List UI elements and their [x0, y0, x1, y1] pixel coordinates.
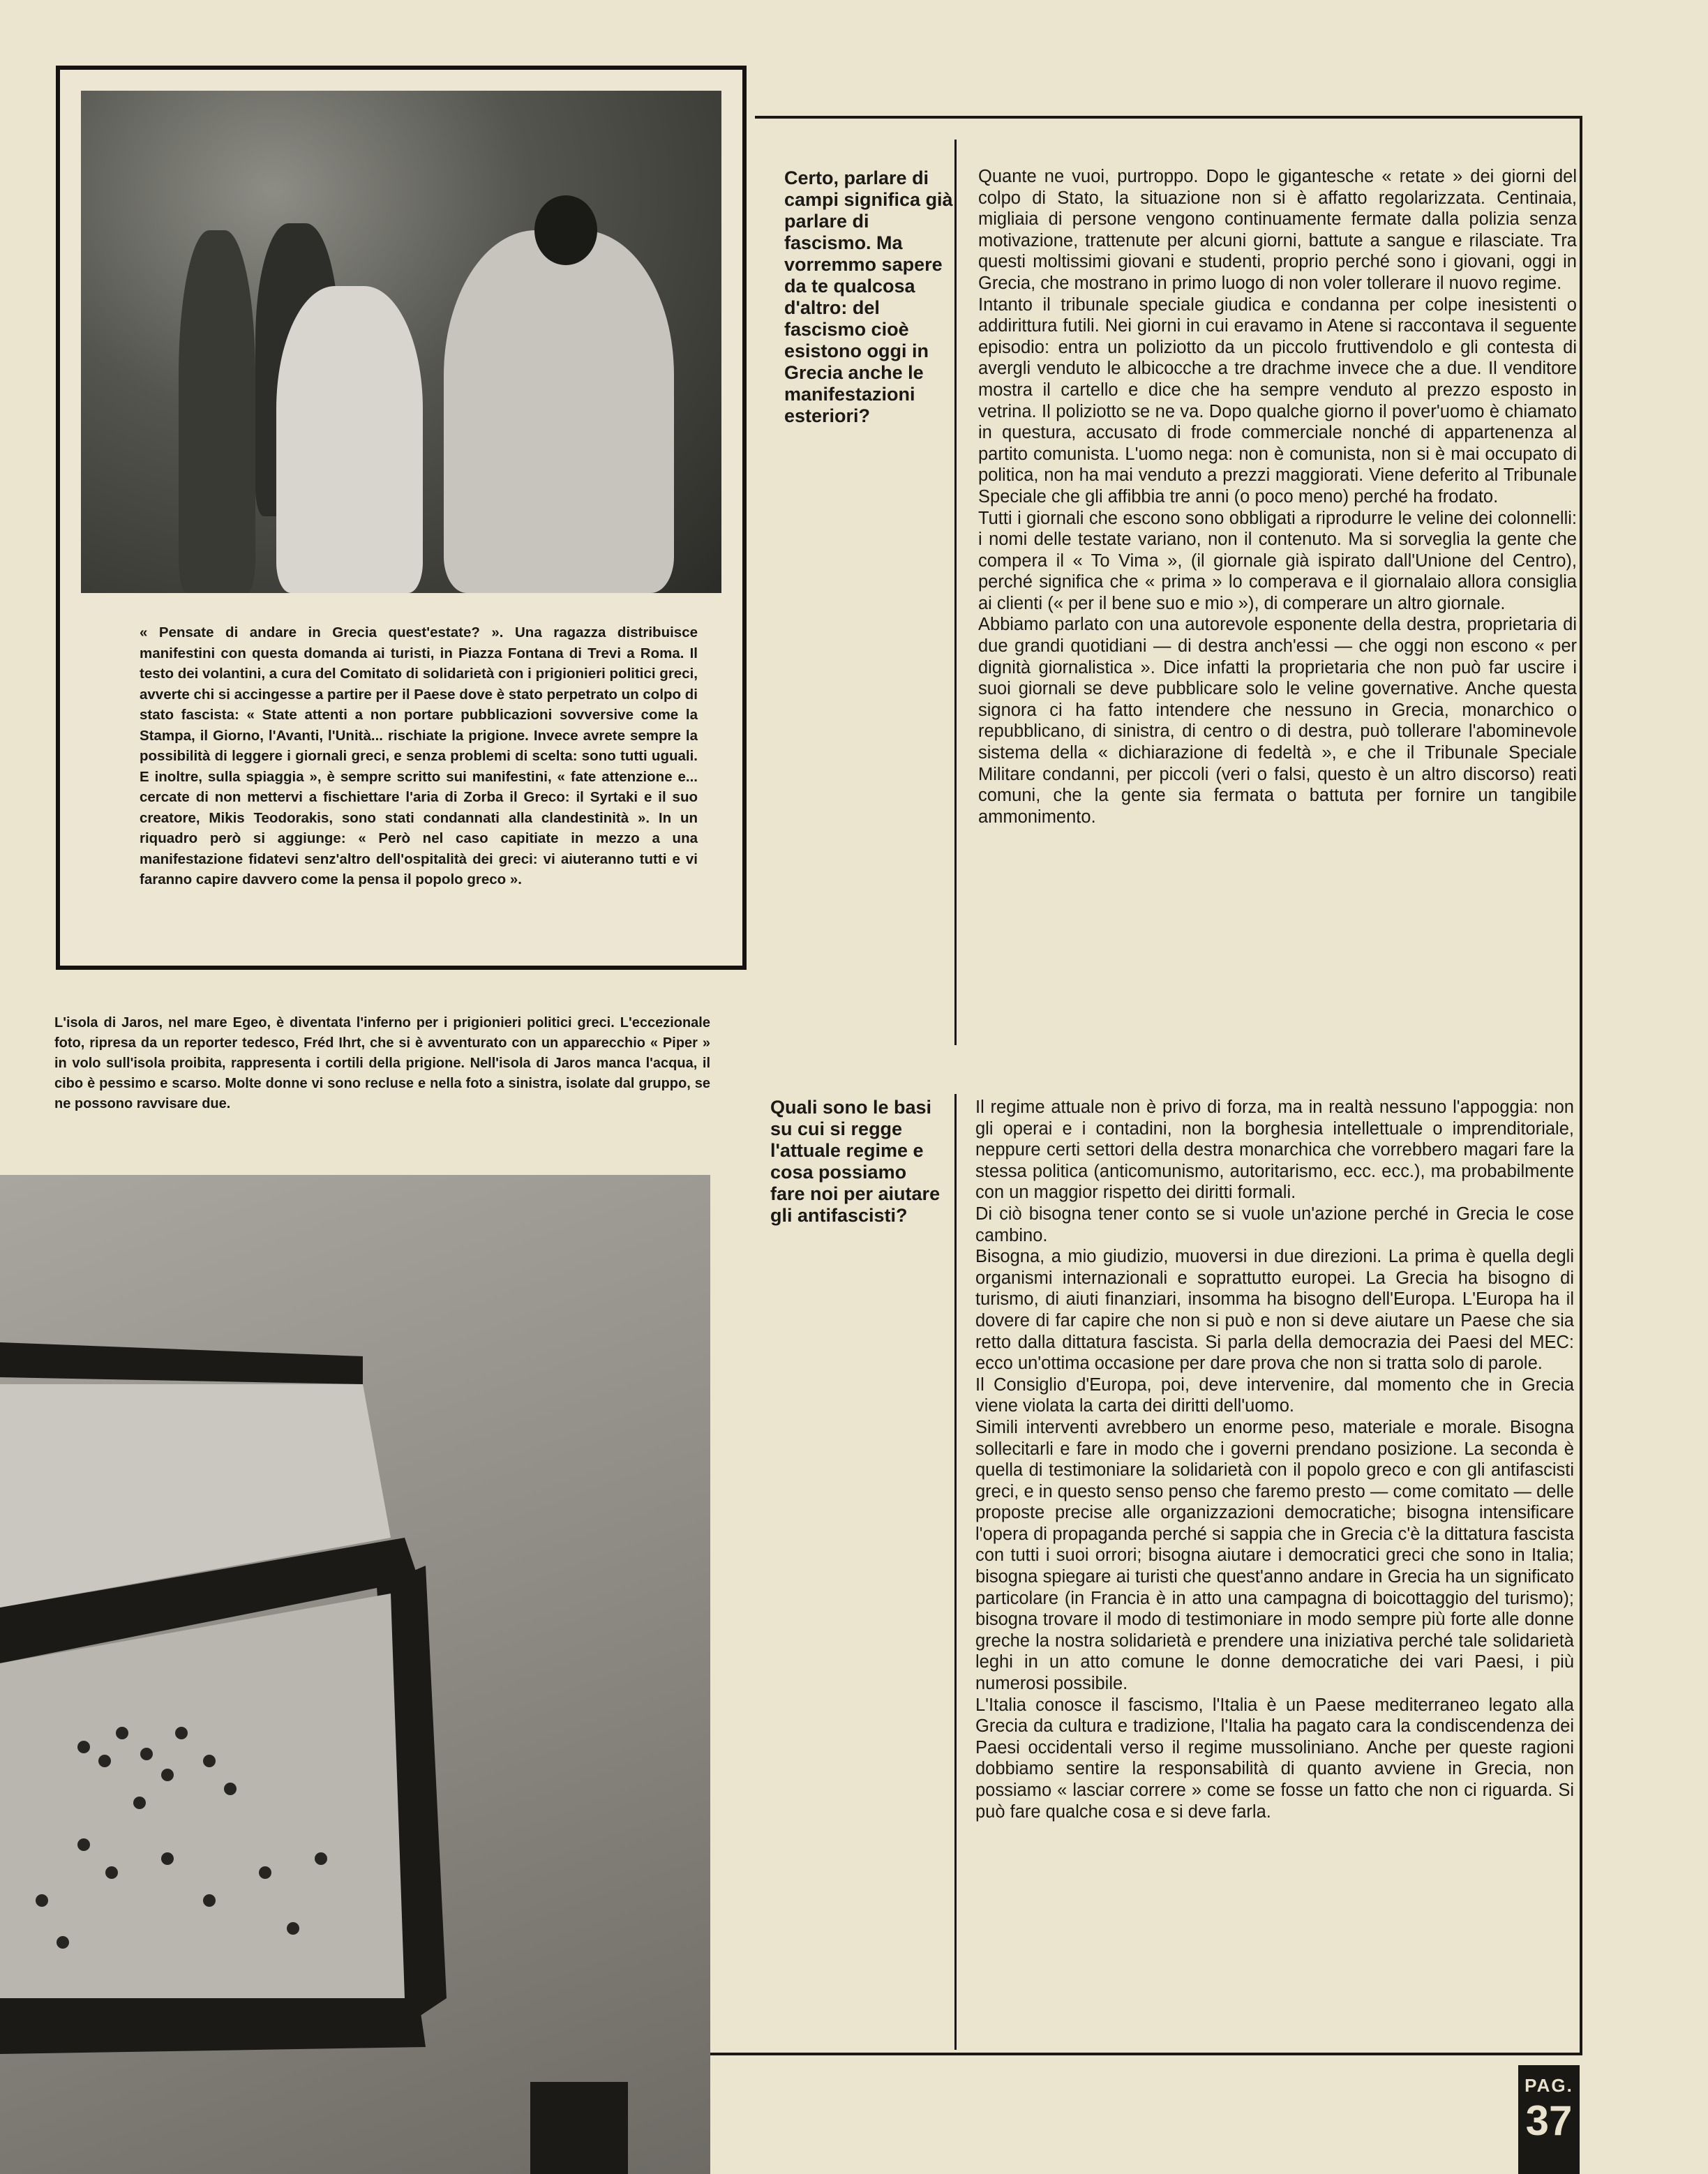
- answer-paragraph: Bisogna, a mio giudizio, muoversi in due direzioni. La prima è quella degli organismi internazionali e soprattutto europei. La Grecia ha bisogno di turismo, di aiuti finanziari, insomma ha bisogno dell'Europa. L'Europa ha il dovere di far capire che non si può e non si deve aiutare un Paese che sia retto dalla dittatura fascista. Si parla della democrazia dei Paesi del MEC: ecco un'ottima occasione per dare prova che non si tratta solo di parole.: [975, 1247, 1574, 1374]
- page-label: PAG.: [1525, 2075, 1573, 2096]
- answer-paragraph: Il regime attuale non è privo di forza, ma in realtà nessuno l'appoggia: non gli operai e i contadini, non la borghesia intellettuale o imprenditoriale, neppure certi settori della destra monarchica che vorrebbero magari fare la stessa politica (anticomunismo, autoritarismo, ecc. ecc.), ma probabilmente con un maggior rispetto dei diritti formali.: [975, 1097, 1574, 1203]
- answer-paragraph: Il Consiglio d'Europa, poi, deve intervenire, dal momento che in Grecia viene violata la carta dei diritti dell'uomo.: [975, 1374, 1574, 1416]
- interview-question-1: Certo, parlare di campi significa già parlare di fascismo. Ma vorremmo sapere da te qualcosa d'altro: del fascismo cioè esistono oggi in Grecia anche le manifestazioni esteriori?: [784, 167, 953, 426]
- photo-aerial-drawing: [0, 1175, 710, 2174]
- answer-paragraph: L'Italia conosce il fascismo, l'Italia è un Paese mediterraneo legato alla Grecia da cultura e tradizione, l'Italia ha pagato cara la condiscendenza dei Paesi occidentali verso il regime mussoliniano. Anche per queste ragioni dobbiamo sentire la responsabilità di quanto avviene in Grecia, non possiamo « lasciar correre » come se fosse un fatto che non ci riguarda. Si può fare qualche cosa e si deve farla.: [975, 1695, 1574, 1822]
- photo-frame: [56, 66, 747, 970]
- interview-question-2: Quali sono le basi su cui si regge l'attuale regime e cosa possiamo fare noi per aiutare gli antifascisti?: [770, 1097, 941, 1226]
- answer-paragraph: Tutti i giornali che escono sono obbligati a riprodurre le veline dei colonnelli: i nomi delle testate variano, non il contenuto. Ma si sorveglia la gente che compera il « To Vima », (il giornale già ispirato dall'Unione del Centro), perché significa che « prima » lo comperava e il giornalaio allora consiglia ai clienti (« per il bene suo e mio »), di comperare un altro giornale.: [978, 508, 1577, 613]
- answer-paragraph: Intanto il tribunale speciale giudica e condanna per colpe inesistenti o addirittura futili. Nei giorni in cui eravamo in Atene si raccontava il seguente episodio: entra un poliziotto da un piccolo fruttivendolo e gli contesta di avergli venduto le albicocche a tre drachme invece che a due. Il venditore mostra il cartello e dice che ha sempre venduto al prezzo esposto in vetrina. Il poliziotto se ne va. Dopo qualche giorno il pover'uomo è chiamato in questura, accusato di frode commerciale nonché di appartenenza al partito comunista. L'uomo nega: non è comunista, non si è mai occupato di politica, non ha mai venduto a prezzi maggiorati. Viene deferito al Tribunale Speciale che gli affibbia tre anni (o poco meno) perché ha frodato.: [978, 294, 1577, 507]
- answer-paragraph: Abbiamo parlato con una autorevole esponente della destra, proprietaria di due grandi quotidiani — di destra anch'essi — che oggi non escono « per dignità giornalistica ». Dice infatti la proprietaria che non può far uscire i suoi giornali se deve pubblicare solo le veline governative. Anche questa signora ci ha fatto intendere che nessuno in Grecia, monarchico o repubblicano, di sinistra, di centro o di destra, può tollerare l'abominevole sistema della « dichiarazione di fedeltà », e che il Tribunale Speciale Militare condanni, per piccoli (veri o falsi, questo è un altro discorso) reati comuni, che la gente sia fermata o battuta per fornire un tangibile ammonimento.: [978, 615, 1577, 827]
- photo-street-scene: [81, 91, 721, 593]
- photo-aerial-prison: [0, 1175, 710, 2174]
- photo-caption-top: « Pensate di andare in Grecia quest'estate? ». Una ragazza distribuisce manifestini con questa domanda ai turisti, in Piazza Fontana di Trevi a Roma. Il testo dei volantini, a cura del Comitato di solidarietà con i prigionieri politici greci, avverte chi si accingesse a partire per il Paese dove è stato perpetrato un colpo di stato fascista: « State attenti a non portare pubblicazioni sovversive come la Stampa, il Giorno, l'Avanti, l'Unità... rischiate la prigione. Invece avrete sempre la possibilità di leggere i giornali greci, e senza problemi di scelta: sono tutti uguali. E inoltre, sulla spiaggia », è sempre scritto sui manifestini, « fate attenzione e... cercate di non mettervi a fischiettare l'aria di Zorba il Greco: il Syrtaki e il suo creatore, Mikis Teodorakis, sono stati condannati alla clandestinità ». In un riquadro però si aggiunge: « Però nel caso capitiate in mezzo a una manifestazione fidatevi senz'altro dell'ospitalità dei greci: vi aiuteranno tutti e vi faranno capire davvero come la pensa il popolo greco ».: [140, 624, 698, 887]
- answer-paragraph: Simili interventi avrebbero un enorme peso, materiale e morale. Bisogna sollecitarli e fare in modo che i governi prendano posizione. La seconda è quella di testimoniare la solidarietà con il popolo greco e con gli antifascisti greci, e in questo senso penso che faremo presto — come comitato — delle proposte precise alle organizzazioni democratiche; bisogna intensificare l'opera di propaganda perché si sappia che in Grecia c'è la dittatura fascista con tutti i suoi orrori; bisogna aiutare i democratici greci che sono in Italia; bisogna spiegare ai turisti che quest'anno andare in Grecia ha un significato particolare (in Francia è in atto una campagna di boicottaggio del turismo); bisogna trovare il modo di testimoniare in modo sempre più forte alle donne greche la nostra solidarietà e prendere una iniziativa perché tale solidarietà leghi in un atto comune le donne democratiche dei vari Paesi, i più numerosi possibile.: [975, 1417, 1574, 1694]
- interview-answer-2: [975, 1097, 1574, 1822]
- frame-bottom-rule: [710, 2053, 1582, 2055]
- photo-caption-aerial: L'isola di Jaros, nel mare Egeo, è diventata l'inferno per i prigionieri politici greci. L'eccezionale foto, ripresa da un reporter tedesco, Fréd Ihrt, che si è avventurato con un apparecchio « Piper » in volo sull'isola proibita, rappresenta i cortili della prigione. Nell'isola di Jaros manca l'acqua, il cibo è pessimo e scarso. Molte donne vi sono recluse e nella foto a sinistra, isolate dal gruppo, se ne possono ravvisare due.: [54, 1015, 710, 1111]
- interview-answer-1: [978, 166, 1577, 827]
- page-number: 37: [1525, 2097, 1573, 2144]
- column-divider: [954, 1094, 957, 2050]
- answer-paragraph: Di ciò bisogna tener conto se si vuole un'azione perché in Grecia le cose cambino.: [975, 1204, 1574, 1245]
- page-number-tab: [1518, 2065, 1580, 2174]
- answer-paragraph: Quante ne vuoi, purtroppo. Dopo le gigantesche « retate » dei giorni del colpo di Stato, la situazione non si è affatto regolarizzata. Centinaia, migliaia di persone vengono continuamente fermate dalla polizia senza motivazione, trattenute per alcuni giorni, battute a sangue e rilasciate. Tra questi moltissimi giovani e studenti, proprio perché sono i giovani, oggi in Grecia, che mostrano in primo luogo di non voler tollerare il nuovo regime.: [978, 167, 1577, 293]
